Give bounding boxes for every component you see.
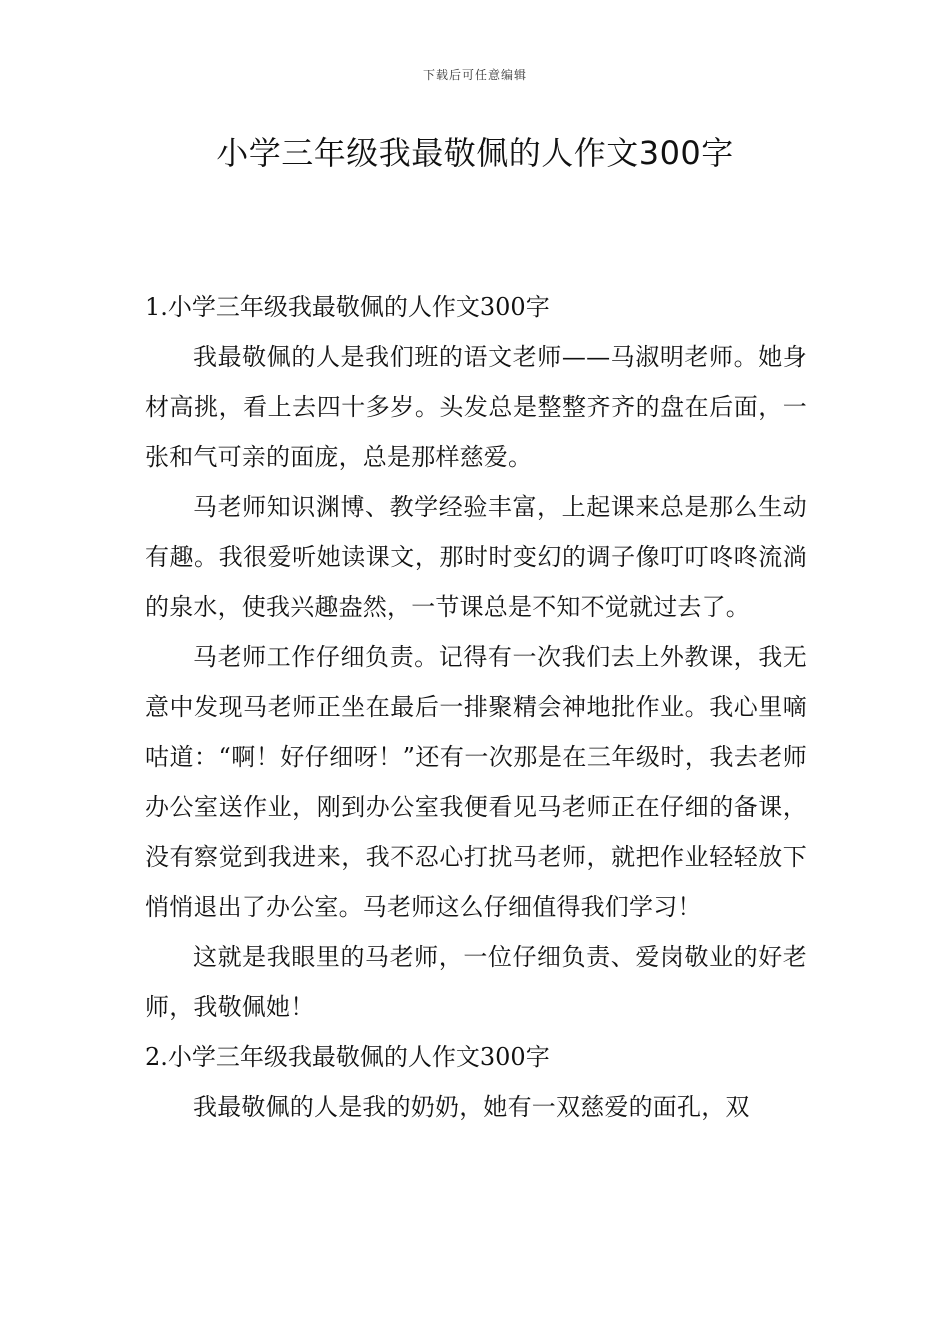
section-heading: 2.小学三年级我最敬佩的人作文300字 bbox=[145, 1043, 550, 1071]
paragraph: 我最敬佩的人是我的奶奶，她有一双慈爱的面孔，双 bbox=[193, 1093, 750, 1121]
section-heading: 1.小学三年级我最敬佩的人作文300字 bbox=[145, 293, 550, 321]
section-1 bbox=[145, 282, 807, 1032]
document-title: 小学三年级我最敬佩的人作文300字 bbox=[216, 134, 734, 172]
section-2 bbox=[145, 1032, 807, 1132]
paragraph: 这就是我眼里的马老师，一位仔细负责、爱岗敬业的好老师，我敬佩她！ bbox=[145, 943, 807, 1021]
paragraph: 马老师知识渊博、教学经验丰富，上起课来总是那么生动有趣。我很爱听她读课文，那时时变幻的调子像叮叮咚咚流淌的泉水，使我兴趣盎然，一节课总是不知不觉就过去了。 bbox=[145, 493, 807, 621]
paragraph: 我最敬佩的人是我们班的语文老师——马淑明老师。她身材高挑，看上去四十多岁。头发总是整整齐齐的盘在后面，一张和气可亲的面庞，总是那样慈爱。 bbox=[145, 343, 807, 471]
paragraph: 马老师工作仔细负责。记得有一次我们去上外教课，我无意中发现马老师正坐在最后一排聚精会神地批作业。我心里嘀咕道：“啊！好仔细呀！”还有一次那是在三年级时，我去老师办公室送作业，刚到办公室我便看见马老师正在仔细的备课，没有察觉到我进来，我不忍心打扰马老师，就把作业轻轻放下悄悄退出了办公室。马老师这么仔细值得我们学习！ bbox=[145, 643, 807, 921]
header-note: 下载后可任意编辑 bbox=[422, 68, 527, 82]
document-body bbox=[145, 282, 807, 1132]
